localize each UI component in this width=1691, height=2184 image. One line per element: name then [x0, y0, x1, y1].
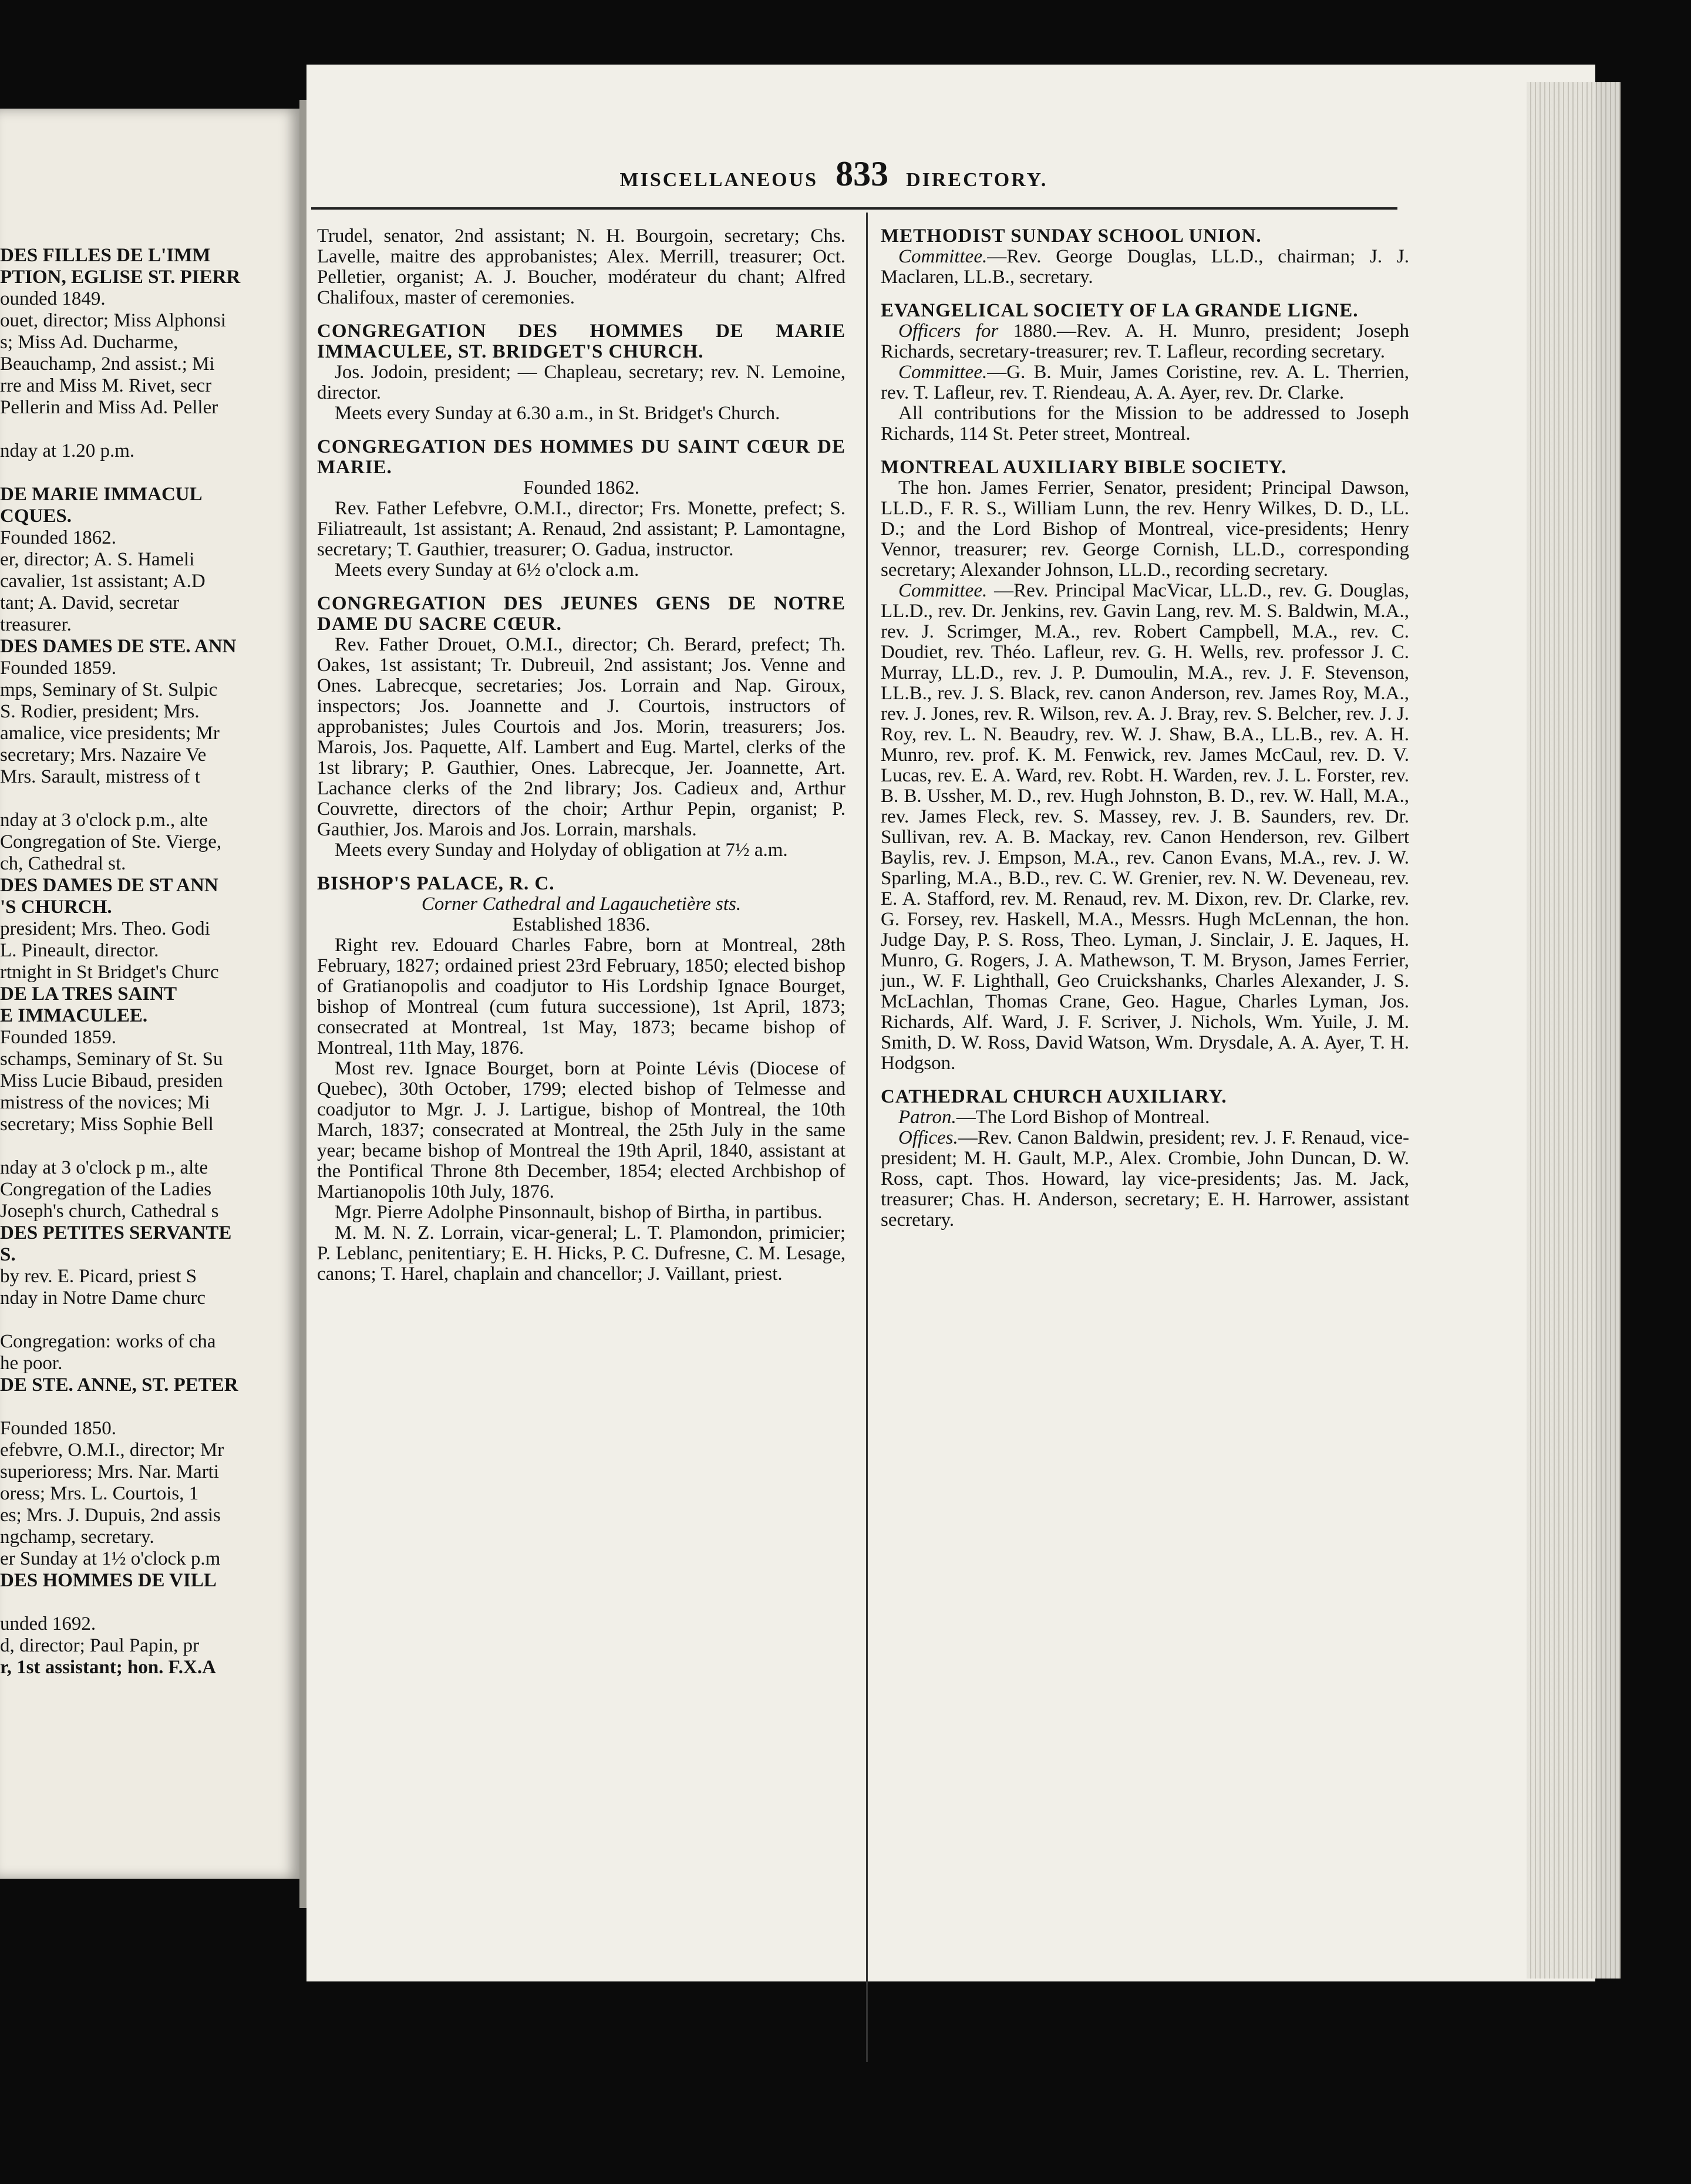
left-page-line: oress; Mrs. L. Courtois, 1	[0, 1483, 199, 1504]
left-page-line	[0, 223, 301, 245]
page-stack-edges	[1527, 82, 1621, 1979]
section-heading: EVANGELICAL SOCIETY OF LA GRANDE LIGNE.	[881, 300, 1359, 321]
lead-label: Officers for	[898, 321, 999, 342]
lead-label: Patron.	[898, 1107, 956, 1128]
left-page-line: he poor.	[0, 1353, 63, 1374]
left-page-line: rtnight in St Bridget's Churc	[0, 962, 219, 983]
page-number: 833	[836, 154, 889, 193]
lead-label: Offices.	[898, 1127, 958, 1148]
left-page-line: Founded 1850.	[0, 1418, 116, 1439]
left-page-line: Joseph's church, Cathedral s	[0, 1201, 219, 1222]
center-column	[317, 226, 846, 1285]
left-page-line: nday at 3 o'clock p m., alte	[0, 1157, 208, 1178]
left-page-line	[0, 1135, 301, 1157]
paragraph	[881, 321, 1409, 362]
left-page-line	[0, 462, 301, 484]
paragraph	[881, 1107, 1409, 1128]
lead-label: Committee.	[898, 246, 988, 267]
paragraph: Jos. Jodoin, president; — Chapleau, secretary; rev. N. Lemoine, director.	[317, 362, 846, 403]
paragraph: Right rev. Edouard Charles Fabre, born at Montreal, 28th February, 1827; ordained priest 23rd February, 1850; elected bishop of Gratianopolis and coadjutor to His Lordship Ignace Bourget, bishop of Montreal (cum futura successione), 1st April, 1873; consecrated at Montreal, 1st May, 1873; became bishop of Montreal, 11th May, 1876.	[317, 935, 846, 1059]
left-page-line: s; Miss Ad. Ducharme,	[0, 332, 178, 353]
left-page-line: Congregation of Ste. Vierge,	[0, 831, 222, 852]
paragraph: M. M. N. Z. Lorrain, vicar-general; L. T. Plamondon, primicier; P. Leblanc, penitentiary; E. H. Hicks, P. C. Dufresne, C. M. Lesage, canons; T. Harel, chaplain and chancellor; J. Vaillant, priest.	[317, 1222, 846, 1285]
paragraph	[881, 581, 1409, 1074]
paragraph: Rev. Father Drouet, O.M.I., director; Ch. Berard, prefect; Th. Oakes, 1st assistant; Tr. Dubreuil, 2nd assistant; Jos. Venne and Ones. Labrecque, secretaries; Jos. Lorrain and Nap. Giroux, inspectors; Jos. Joannette and J. Courtois, instructors of approbanistes; Jules Courtois and Jos. Morin, treasurers; Jos. Marois, Jos. Paquette, Alf. Lambert and Eug. Martel, clerks of the 1st library; P. Gauthier, Ones. Labrecque, Jer. Joannette, Art. Lachance clerks of the 2nd library; Jos. Cadieux and, Arthur Couvrette, directors of the choir; Arthur Pepin, organist; P. Gauthier, Jos. Marois and Jos. Lorrain, marshals.	[317, 634, 846, 840]
left-page-line	[0, 1592, 301, 1613]
paragraph	[881, 1128, 1409, 1231]
section-heading: METHODIST SUNDAY SCHOOL UNION.	[881, 225, 1262, 247]
paragraph: The hon. James Ferrier, Senator, president; Principal Dawson, LL.D., F. R. S., William Lunn, the rev. Henry Wilkes, D. D., LL. D.; and the Lord Bishop of Montreal, vice-presidents; Henry Vennor, treasurer; rev. George Cornish, LL.D., corresponding secretary; Alexander Johnson, LL.D., recording secretary.	[881, 477, 1409, 581]
paragraph-text: —Rev. George Douglas, LL.D., chairman; J. J. Maclaren, LL.B., secretary.	[881, 246, 1409, 288]
left-page-line	[0, 1309, 301, 1331]
left-page-line: treasurer.	[0, 614, 72, 635]
left-page-line: DES DAMES DE ST ANN	[0, 875, 218, 896]
left-page-line: S.	[0, 1244, 16, 1265]
founded-line: Founded 1862.	[523, 477, 639, 498]
paragraph: Most rev. Ignace Bourget, born at Pointe Lévis (Diocese of Quebec), 30th October, 1799; elected bishop of Telmesse and coadjutor to Mgr. J. J. Lartigue, bishop of Montreal, the 10th March, 1837; consecrated at Montreal, the 25th July in the same year; became bishop of Montreal the 19th April, 1840, assistant at the Pontifical Throne 8th December, 1854; elected Archbishop of Martianopolis 10th July, 1876.	[317, 1058, 846, 1202]
left-page-line: DE MARIE IMMACUL	[0, 484, 203, 505]
left-page-line: ouet, director; Miss Alphonsi	[0, 310, 226, 331]
left-page-line: nday at 3 o'clock p.m., alte	[0, 810, 208, 831]
left-page-line: DE LA TRES SAINT	[0, 983, 177, 1005]
address-line: Corner Cathedral and Lagauchetière sts.	[421, 894, 742, 915]
left-page-line: ch, Cathedral st.	[0, 853, 126, 874]
paragraph-text: —Rev. Canon Baldwin, president; rev. J. F. Renaud, vice-president; M. H. Gault, M.P., Alex. Crombie, John Duncan, D. W. Ross, capt. Thos. Howard, lay vice-presidents; Jas. M. Jack, treasurer; Chas. H. Anderson, secretary; E. H. Harrower, assistant secretary.	[881, 1127, 1409, 1231]
left-page-line: PTION, EGLISE ST. PIERR	[0, 267, 241, 288]
left-page-text	[0, 223, 301, 1679]
paragraph-text: —G. B. Muir, James Coristine, rev. A. L. Therrien, rev. T. Lafleur, rev. T. Riendeau, A. A. Ayer, rev. Dr. Clarke.	[881, 362, 1409, 403]
left-page-line	[0, 1396, 301, 1418]
left-page-line: rre and Miss M. Rivet, secr	[0, 375, 212, 396]
section-heading: CATHEDRAL CHURCH AUXILIARY.	[881, 1086, 1227, 1107]
left-page-line: Founded 1862.	[0, 527, 116, 548]
left-page-line: cavalier, 1st assistant; A.D	[0, 571, 206, 592]
section-heading: CONGREGATION DES HOMMES DE MARIE IMMACULEE, ST. BRIDGET'S CHURCH.	[317, 321, 846, 362]
paragraph-text: 1880.—Rev. A. H. Munro, president; Joseph Richards, secretary-treasurer; rev. T. Lafleur, recording secretary.	[881, 321, 1409, 362]
left-page-line: DES PETITES SERVANTE	[0, 1222, 232, 1243]
left-page-line: Congregation: works of cha	[0, 1331, 216, 1352]
left-page-line: es; Mrs. J. Dupuis, 2nd assis	[0, 1505, 221, 1526]
column-divider	[866, 213, 868, 2062]
left-page-line: secretary; Mrs. Nazaire Ve	[0, 744, 207, 766]
paragraph: Meets every Sunday and Holyday of obligation at 7½ a.m.	[335, 840, 788, 861]
left-page-line: er, director; A. S. Hameli	[0, 549, 195, 570]
left-page-line: 'S CHURCH.	[0, 896, 112, 918]
left-page-line: ounded 1849.	[0, 288, 106, 309]
established-line: Established 1836.	[512, 914, 651, 935]
lead-label: Committee.	[898, 580, 988, 601]
paragraph-text: —Rev. Principal MacVicar, LL.D., rev. G. Douglas, LL.D., rev. Dr. Jenkins, rev. Gavin Lang, rev. M. S. Baldwin, M.A., rev. J. Scrimger, M.A., rev. Robert Campbell, M.A., rev. C. Doudiet, rev. Théo. Lafleur, rev. G. H. Wells, rev. professor J. C. Murray, LL.D., rev. J. P. Dumoulin, M.A., rev. J. F. Stevenson, LL.B., rev. J. S. Black, rev. canon Anderson, rev. James Roy, M.A., rev. J. Jones, rev. R. Wilson, rev. A. J. Bray, rev. S. Belcher, rev. J. J. Roy, rev. L. N. Beaudry, rev. W. J. Shaw, B.A., LL.B., rev. A. H. Munro, rev. prof. K. M. Fenwick, rev. James McCaul, rev. D. V. Lucas, rev. E. A. Ward, rev. Robt. H. Warden, rev. J. L. Forster, rev. B. B. Ussher, M. D., rev. Hugh Johnston, B. D., rev. W. Hall, M.A., rev. James Fleck, rev. S. Massey, rev. J. B. Saunders, rev. Dr. Sullivan, rev. A. B. Mackay, rev. Canon Henderson, rev. Gilbert Baylis, rev. J. Empson, M.A., rev. Canon Evans, M.A., rev. J. W. Sparling, M.A., B.D., rev. C. W. Grenier, rev. N. W. Deveneau, rev. E. A. Stafford, rev. M. Renaud, rev. M. Dixon, rev. Dr. Clarke, rev. G. Forsey, rev. Haskell, M.A., Messrs. Hugh McLennan, the hon. Judge Day, P. S. Ross, Theo. Lyman, J. Sinclair, J. E. Jaques, H. Munro, G. Rogers, J. A. Mathewson, T. M. Bryson, James Ferrier, jun., W. F. Lighthall, Geo Cruickshanks, Charles Alexander, J. S. McLachlan, Thomas Crane, Geo. Hague, Charles Lyman, Jos. Richards, Alf. Ward, J. F. Scriver, J. Nichols, Wm. Yuile, J. M. Smith, D. W. Ross, David Watson, Wm. Drysdale, A. A. Ayer, T. H. Hodgson.	[881, 580, 1409, 1074]
running-header	[593, 154, 1074, 191]
left-page-line: mps, Seminary of St. Sulpic	[0, 679, 218, 700]
left-page-line: unded 1692.	[0, 1613, 96, 1634]
section-heading: CONGREGATION DES HOMMES DU SAINT CŒUR DE MARIE.	[317, 436, 846, 478]
paragraph: Mgr. Pierre Adolphe Pinsonnault, bishop of Birtha, in partibus.	[335, 1202, 823, 1223]
paragraph: Rev. Father Lefebvre, O.M.I., director; Frs. Monette, prefect; S. Filiatreault, 1st assistant; A. Renaud, 2nd assistant; P. Lamontagne, secretary; T. Gauthier, treasurer; O. Gadua, instructor.	[317, 498, 846, 560]
left-page-line: Miss Lucie Bibaud, presiden	[0, 1070, 223, 1091]
paragraph: Meets every Sunday at 6½ o'clock a.m.	[335, 560, 639, 581]
left-page-line: DES HOMMES DE VILL	[0, 1570, 217, 1591]
paragraph	[881, 362, 1409, 403]
left-page-line: Congregation of the Ladies	[0, 1179, 212, 1200]
left-page-line: ngchamp, secretary.	[0, 1526, 154, 1548]
left-page-line: er Sunday at 1½ o'clock p.m	[0, 1548, 221, 1569]
left-page-line: E IMMACULEE.	[0, 1005, 148, 1026]
left-page-line: r, 1st assistant; hon. F.X.A	[0, 1657, 216, 1678]
left-page-line: Beauchamp, 2nd assist.; Mi	[0, 353, 215, 375]
left-page-line: secretary; Miss Sophie Bell	[0, 1114, 214, 1135]
left-page-line	[0, 419, 301, 440]
left-page-line: d, director; Paul Papin, pr	[0, 1635, 200, 1656]
left-page-line	[0, 788, 301, 810]
paragraph: All contributions for the Mission to be addressed to Joseph Richards, 114 St. Peter street, Montreal.	[881, 403, 1409, 444]
left-page-line: S. Rodier, president; Mrs.	[0, 701, 200, 722]
left-page-line: mistress of the novices; Mi	[0, 1092, 210, 1113]
left-page-line: superioress; Mrs. Nar. Marti	[0, 1461, 220, 1482]
left-page-line: by rev. E. Picard, priest S	[0, 1266, 197, 1287]
paragraph-text: —The Lord Bishop of Montreal.	[956, 1107, 1210, 1128]
header-left-word: MISCELLANEOUS	[619, 169, 818, 191]
left-page-line: tant; A. David, secretar	[0, 592, 180, 614]
left-page-line: DE STE. ANNE, ST. PETER	[0, 1374, 238, 1396]
section-heading: BISHOP'S PALACE, R. C.	[317, 873, 555, 894]
left-page-line: amalice, vice presidents; Mr	[0, 723, 220, 744]
header-rule	[311, 207, 1397, 210]
left-facing-page	[0, 109, 301, 1879]
left-page-line: DES DAMES DE STE. ANN	[0, 636, 237, 657]
left-page-line: Pellerin and Miss Ad. Peller	[0, 397, 218, 418]
left-page-line: nday in Notre Dame churc	[0, 1288, 206, 1309]
left-page-line: efebvre, O.M.I., director; Mr	[0, 1440, 224, 1461]
left-page-line: president; Mrs. Theo. Godi	[0, 918, 210, 939]
left-page-line: nday at 1.20 p.m.	[0, 440, 135, 461]
paragraph: Trudel, senator, 2nd assistant; N. H. Bourgoin, secretary; Chs. Lavelle, maitre des approbanistes; Alex. Merrill, treasurer; Oct. Pelletier, organist; A. J. Boucher, modérateur du chant; Alfred Chalifoux, master of ceremonies.	[317, 225, 846, 308]
paragraph: Meets every Sunday at 6.30 a.m., in St. Bridget's Church.	[335, 403, 780, 424]
left-page-line: L. Pineault, director.	[0, 940, 159, 961]
header-right-word: DIRECTORY.	[906, 169, 1048, 191]
left-page-line: schamps, Seminary of St. Su	[0, 1049, 223, 1070]
section-heading: CONGREGATION DES JEUNES GENS DE NOTRE DAME DU SACRE CŒUR.	[317, 593, 846, 635]
lead-label: Committee.	[898, 362, 988, 383]
left-page-line: Founded 1859.	[0, 1027, 116, 1048]
right-column	[881, 226, 1409, 1231]
left-page-line: CQUES.	[0, 505, 72, 527]
left-page-line: Founded 1859.	[0, 658, 116, 679]
left-page-line: Mrs. Sarault, mistress of t	[0, 766, 200, 787]
section-heading: MONTREAL AUXILIARY BIBLE SOCIETY.	[881, 457, 1287, 478]
paragraph	[881, 247, 1409, 288]
left-page-line: DES FILLES DE L'IMM	[0, 245, 211, 266]
